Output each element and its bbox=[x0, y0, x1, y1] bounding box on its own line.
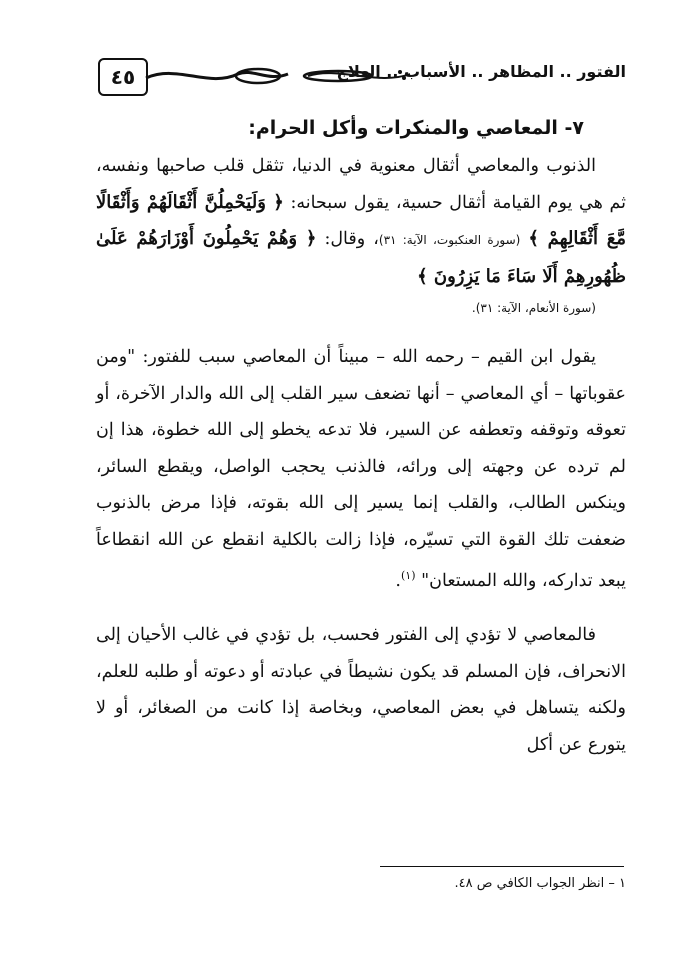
paragraph-2 bbox=[96, 339, 626, 599]
section-number: ٧- bbox=[564, 117, 584, 139]
footnote-marker: (١) bbox=[401, 569, 416, 582]
paragraph-3 bbox=[96, 617, 626, 763]
quran-verse-1: ﴿ وَلَيَحْمِلُنَّ أَثْقَالَهُمْ وَأَثْقَالًا مَّعَ أَثْقَالِهِمْ ﴾ bbox=[96, 191, 626, 249]
para2-text: يقول ابن القيم – رحمه الله – مبيناً أن المعاصي سبب للفتور: "ومن عقوباتها – أي المعاصي – أنها تضعف سير القلب إلى الله والدار الآخرة، أو تعوقه وتوقفه وتعطفه عن السير، فلا تدعه يخطو إلى الله خطوة، هذا إن لم ترده عن وجهته إلى ورائه، فالذنب يحجب الواصل، ويقطع السائر، وينكس الطالب، والقلب إنما يسير إلى الله بقوته، فإذا مرض بالذنوب ضعفت تلك القوة التي تسيّره، فإذا زالت بالكلية انقطع عن الله انقطاعاً يبعد تداركه، والله المستعان" bbox=[96, 347, 626, 591]
paragraph-1 bbox=[96, 148, 626, 321]
para1-text: الذنوب والمعاصي أثقال معنوية في الدنيا، تثقل قلب صاحبها ونفسه، ثم هي يوم القيامة أثقال حسية، يقول سبحانه: bbox=[96, 156, 626, 213]
page-number: ٤٥ bbox=[98, 58, 148, 96]
footnote: ١ – انظر الجواب الكافي ص ٤٨. bbox=[454, 876, 626, 891]
section-title: المعاصي والمنكرات وأكل الحرام: bbox=[248, 117, 558, 139]
page-header bbox=[98, 58, 626, 96]
verse-reference-1: (سورة العنكبوت، الآية: ٣١) bbox=[378, 233, 521, 247]
verse-reference-2: (سورة الأنعام، الآية: ٣١). bbox=[471, 301, 596, 315]
para1-connector: ، وقال: bbox=[316, 229, 379, 249]
section-heading bbox=[96, 110, 584, 146]
para3-text: فالمعاصي لا تؤدي إلى الفتور فحسب، بل تؤدي في غالب الأحيان إلى الانحراف، فإن المسلم قد يكون نشيطاً في عبادته أو دعوته أو طلبه للعلم، ولكنه يتساهل في بعض المعاصي، وبخاصة إذا كانت من الصغائر، أو لا يتورع عن أكل bbox=[96, 625, 626, 755]
para2-end: . bbox=[395, 570, 401, 591]
page-body bbox=[96, 110, 626, 763]
running-title: الفتور .. المظاهر .. الأسباب .. العلاج bbox=[336, 62, 626, 81]
quran-verse-2: ﴿ وَهُمْ يَحْمِلُونَ أَوْزَارَهُمْ عَلَىٰ ظُهُورِهِمْ أَلَا سَاءَ مَا يَزِرُونَ ﴾ bbox=[96, 228, 626, 287]
footnote-divider bbox=[380, 866, 624, 867]
